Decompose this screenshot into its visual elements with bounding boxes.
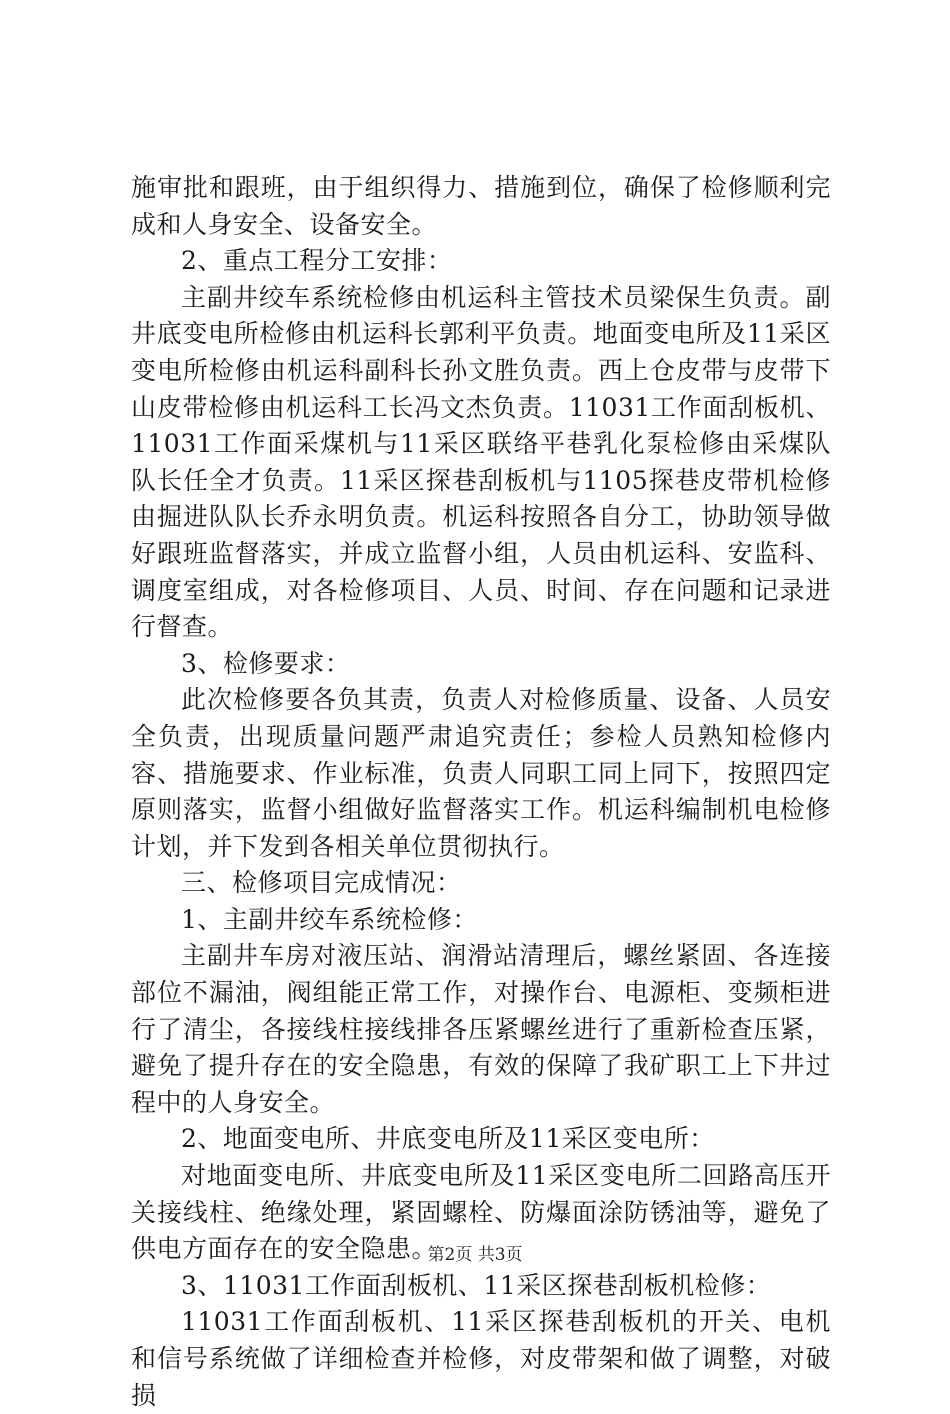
heading-hoist-maintenance: 1、主副井绞车系统检修：: [181, 904, 478, 934]
heading-task-assignment: 2、重点工程分工安排：: [181, 246, 453, 276]
heading-requirements: 3、检修要求：: [181, 648, 351, 678]
paragraph-substations: 对地面变电所、井底变电所及11采区变电所二回路高压开关接线柱、绝缘处理，紧固螺栓、防爆面涂防锈油等，避免了供电方面存在的安全隐患。: [131, 1161, 831, 1264]
document-body: [131, 170, 831, 1414]
paragraph-continuation: 施审批和跟班，由于组织得力、措施到位，确保了检修顺利完成和人身安全、设备安全。: [131, 173, 831, 239]
heading-substations: 2、地面变电所、井底变电所及11采区变电所：: [181, 1124, 715, 1154]
page-footer: 第2页 共3页: [427, 1245, 523, 1265]
paragraph-hoist-maintenance: 主副井车房对液压站、润滑站清理后，螺丝紧固、各连接部位不漏油，阀组能正常工作，对操作台、电源柜、变频柜进行了清尘，各接线柱接线排各压紧螺丝进行了重新检查压紧，避免了提升存在的安全隐患，有效的保障了我矿职工上下井过程中的人身安全。: [131, 941, 831, 1117]
paragraph-task-assignment: 主副井绞车系统检修由机运科主管技术员梁保生负责。副井底变电所检修由机运科长郭利平负责。地面变电所及11采区变电所检修由机运科副科长孙文胜负责。西上仓皮带与皮带下山皮带检修由机运科工长冯文杰负责。11031工作面刮板机、11031工作面采煤机与11采区联络平巷乳化泵检修由采煤队队长任全才负责。11采区探巷刮板机与1105探巷皮带机检修由掘进队队长乔永明负责。机运科按照各自分工，协助领导做好跟班监督落实，并成立监督小组，人员由机运科、安监科、调度室组成，对各检修项目、人员、时间、存在问题和记录进行督查。: [131, 282, 831, 642]
paragraph-conveyor-maintenance: 11031工作面刮板机、11采区探巷刮板机的开关、电机和信号系统做了详细检查并检修，对皮带架和做了调整，对破损: [131, 1307, 831, 1410]
heading-completion: 三、检修项目完成情况：: [181, 868, 462, 898]
paragraph-requirements: 此次检修要各负其责，负责人对检修质量、设备、人员安全负责，出现质量问题严肃追究责任；参检人员熟知检修内容、措施要求、作业标准，负责人同职工同上同下，按照四定原则落实，监督小组做好监督落实工作。机运科编制机电检修计划，并下发到各相关单位贯彻执行。: [131, 685, 831, 861]
heading-conveyor-maintenance: 3、11031工作面刮板机、11采区探巷刮板机检修：: [181, 1270, 772, 1300]
